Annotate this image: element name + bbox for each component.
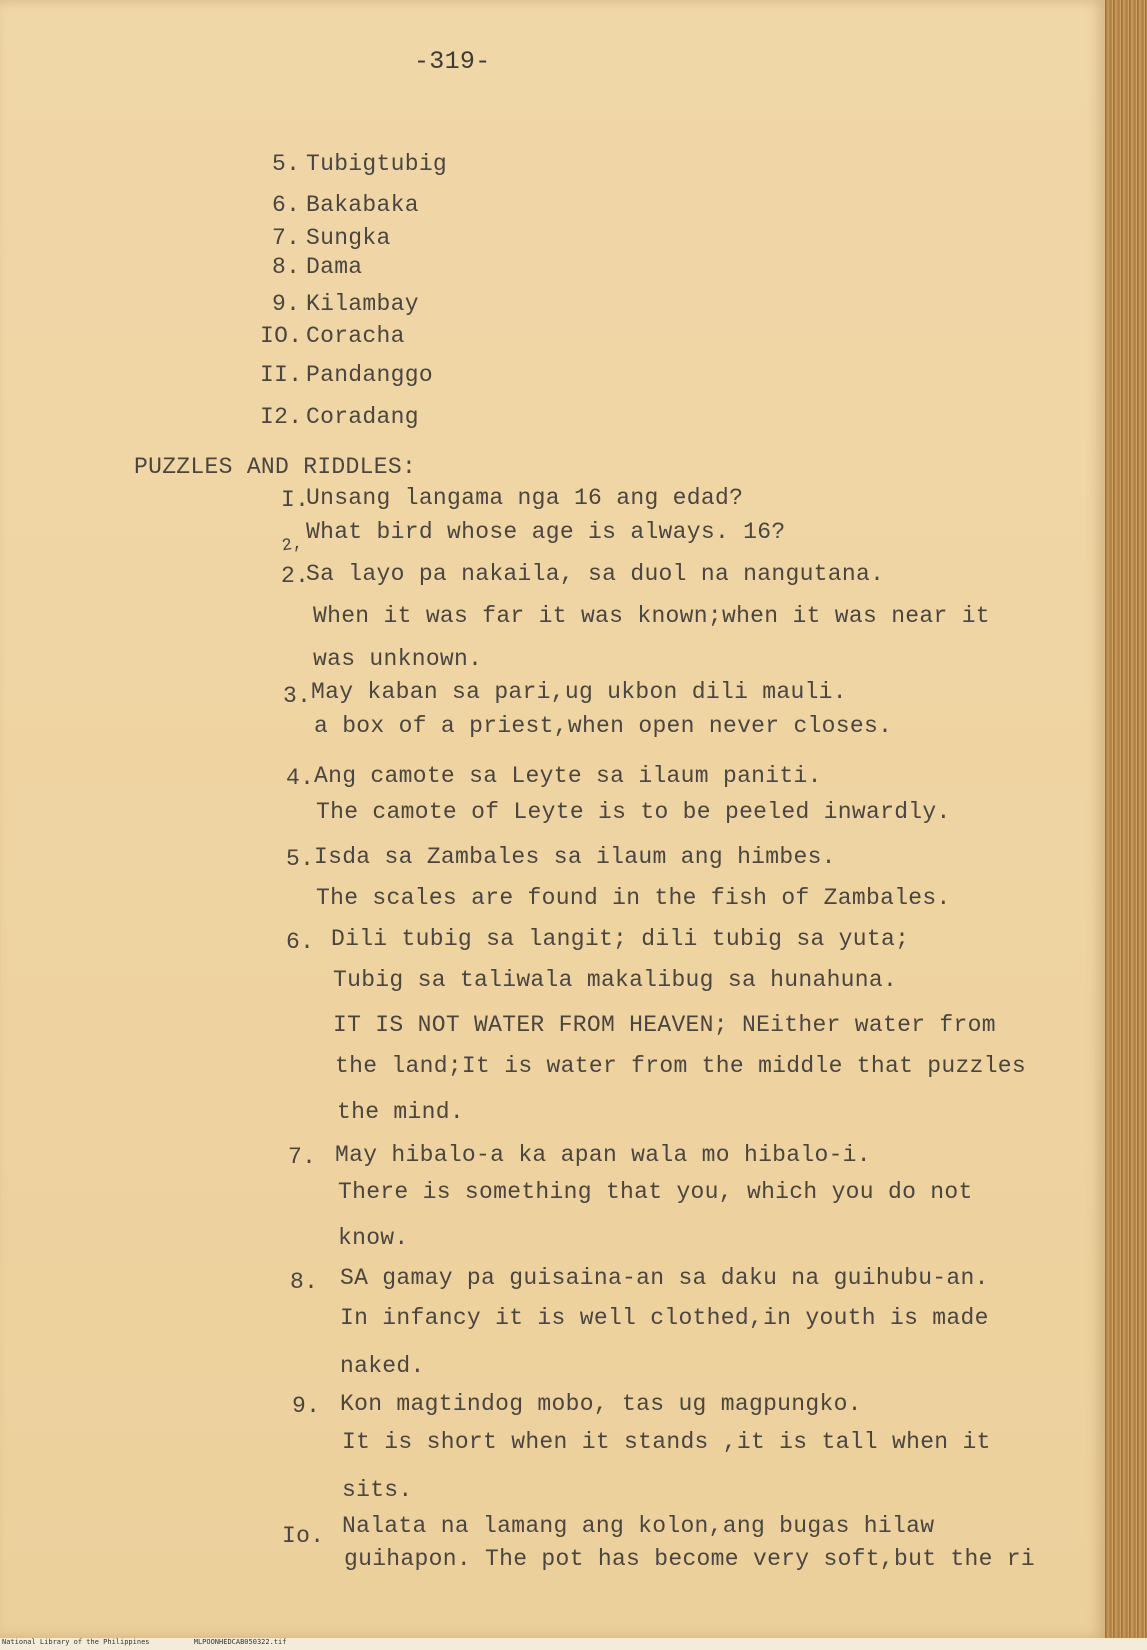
riddle-english-text: was unknown. <box>313 646 483 672</box>
riddle-number: 2. <box>281 563 310 589</box>
riddle-local-text: Kon magtindog mobo, tas ug magpungko. <box>340 1391 862 1417</box>
riddle-number: Io. <box>282 1523 325 1549</box>
riddle-number: 6. <box>286 929 315 955</box>
scan-footer <box>2 1638 326 1646</box>
riddle-number: 5. <box>286 846 315 872</box>
book-spine <box>1105 0 1147 1638</box>
page-number: -319- <box>414 47 491 76</box>
game-number: 7. <box>272 225 301 251</box>
riddle-number: 7. <box>288 1144 317 1170</box>
riddle-number: 9. <box>292 1393 321 1419</box>
game-name: Kilambay <box>306 291 419 317</box>
riddle-local-text: Nalata na lamang ang kolon,ang bugas hilaw <box>342 1513 935 1539</box>
game-number: I2. <box>260 404 303 430</box>
game-number: IO. <box>260 323 303 349</box>
riddle-english-text: There is something that you, which you do not <box>338 1179 973 1205</box>
riddle-english-text: the mind. <box>337 1099 464 1125</box>
riddle-english-text: naked. <box>340 1353 425 1379</box>
riddle-local-text: Tubig sa taliwala makalibug sa hunahuna. <box>333 967 898 993</box>
riddle-number: 3. <box>283 683 312 709</box>
riddle-number: I. <box>281 487 310 513</box>
riddle-english-text: IT IS NOT WATER FROM HEAVEN; NEither water from <box>333 1012 996 1038</box>
game-name: Coradang <box>306 404 419 430</box>
riddle-english-text: the land;It is water from the middle that puzzles <box>335 1053 1027 1079</box>
riddle-english-text: know. <box>338 1225 409 1251</box>
handwritten-annotation: 2, <box>280 534 305 557</box>
game-name: Coracha <box>306 323 405 349</box>
game-number: 5. <box>272 151 301 177</box>
riddle-local-text: SA gamay pa guisaina-an sa daku na guihubu-an. <box>340 1265 989 1291</box>
riddle-local-text: May hibalo-a ka apan wala mo hibalo-i. <box>335 1142 871 1168</box>
riddle-english-text: What bird whose age is always. 16? <box>306 519 786 545</box>
riddle-local-text: Unsang langama nga 16 ang edad? <box>306 485 744 511</box>
game-number: 8. <box>272 254 301 280</box>
riddle-local-text: Ang camote sa Leyte sa ilaum paniti. <box>314 763 822 789</box>
game-name: Dama <box>306 254 363 280</box>
riddle-local-text: Dili tubig sa langit; dili tubig sa yuta; <box>331 926 910 952</box>
footer-file: MLPOONHEDCAB050322.tif <box>193 1638 287 1646</box>
riddle-number: 8. <box>290 1269 319 1295</box>
riddle-english-text: a box of a priest,when open never closes. <box>314 713 893 739</box>
section-heading: PUZZLES AND RIDDLES: <box>134 454 417 480</box>
footer-library: National Library of the Philippines <box>2 1638 150 1646</box>
riddle-local-text: May kaban sa pari,ug ukbon dili mauli. <box>311 679 847 705</box>
riddle-english-text: The scales are found in the fish of Zambales. <box>316 885 951 911</box>
riddle-english-text: It is short when it stands ,it is tall when it <box>342 1429 991 1455</box>
riddle-english-text: sits. <box>342 1477 413 1503</box>
riddle-number: 4. <box>286 765 315 791</box>
game-number: 6. <box>272 192 301 218</box>
game-name: Sungka <box>306 225 391 251</box>
game-name: Pandanggo <box>306 362 433 388</box>
riddle-english-text: The camote of Leyte is to be peeled inwardly. <box>316 799 951 825</box>
game-name: Tubigtubig <box>306 151 448 177</box>
riddle-local-text: guihapon. The pot has become very soft,but the ri <box>344 1546 1036 1572</box>
game-name: Bakabaka <box>306 192 419 218</box>
game-number: 9. <box>272 291 301 317</box>
game-number: II. <box>260 362 303 388</box>
riddle-english-text: When it was far it was known;when it was near it <box>313 603 990 629</box>
riddle-local-text: Sa layo pa nakaila, sa duol na nangutana. <box>306 561 885 587</box>
riddle-local-text: Isda sa Zambales sa ilaum ang himbes. <box>314 844 836 870</box>
riddle-english-text: In infancy it is well clothed,in youth is made <box>340 1305 989 1331</box>
